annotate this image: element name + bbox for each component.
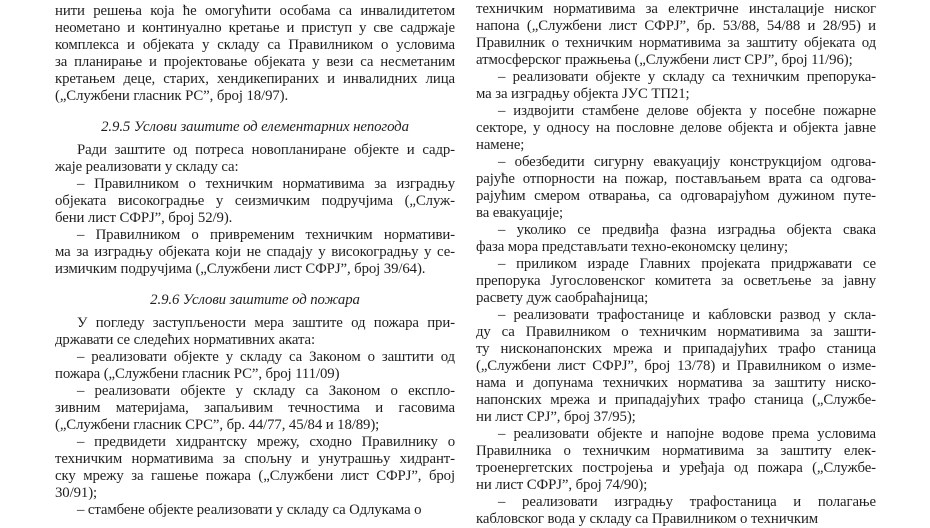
text-line: измичким подручјима („Службени лист СФРЈ”, број 39/64). [55,261,426,277]
text-line: ма за изградњу објеката који не спадају у високоградњу у се- [55,244,455,260]
text-line: за планирање и пројектовање објеката у вези са несметаним [55,54,455,70]
text-line: објеката високоградње у сеизмичким подручјима („Служ- [55,193,455,209]
text-line: рајућим смером отварања, са одговарајућом дужином путе- [476,188,876,204]
text-line: – реализовати објекте и напојне водове према условима [498,426,876,442]
text-line: рајуће отпорности на пожар, постављањем врата са одгова- [476,171,876,187]
right-text-column [476,1,876,528]
text-line: („Службени гласник РС”, број 18/97). [55,88,289,104]
text-line: намене; [476,137,525,153]
text-line: комплекса и објеката у складу са Правилником о условима [55,37,455,53]
text-line: зивним материјама, запаљивим течностима и гасовима [55,400,455,416]
text-line: техничким нормативима за спољну и унутрашњу хидрант- [55,451,455,467]
text-line: – реализовати објекте у складу са Законом о експло- [77,383,455,399]
text-line: – Правилником о привременим техничким нормативи- [77,227,455,243]
text-line: кретањем деце, старих, хендикепираних и инвалидних лица [55,71,455,87]
text-line: жаје реализовати у складу са: [55,159,239,175]
left-text-column [55,3,455,519]
section-heading: 2.9.6 Услови заштите од пожара [150,292,360,308]
text-line: кабловског вода у складу са Правилником о техничким [476,511,819,527]
text-line: – реализовати изградњу трафостаница и полагање [498,494,876,510]
text-line: („Службени лист СФРЈ”, број 13/78) и Правилником о изме- [476,358,876,374]
text-line: – обезбедити сигурну евакуацију конструкцијом одгова- [498,154,876,170]
text-line: ску мрежу за гашење пожара („Службени лист СФРЈ”, број [55,468,455,484]
text-line: – реализовати објекте у складу са техничким препорука- [498,69,876,85]
text-line: 30/91); [55,485,98,501]
section-heading: 2.9.5 Услови заштите од елементарних непогода [101,119,409,135]
text-line: ма за изградњу објекта ЈУС ТП21; [476,86,690,102]
text-line: Правилника о техничким нормативима за заштиту елек- [476,443,876,459]
text-line: – стамбене објекте реализовати у складу са Одлукама о [77,502,422,518]
text-line: („Службени гласник СРС”, бр. 44/77, 45/84 и 18/89); [55,417,380,433]
text-line: – предвидети хидрантску мрежу, сходно Правилнику о [77,434,455,450]
text-line: неометано и континуално кретање и приступ у све садржаје [55,20,455,36]
text-line: – приликом израде Главних пројеката придржавати се [498,256,876,272]
text-line: троенергетских постројења и уређаја од пожара („Службе- [476,460,876,476]
text-line: државати се следећих нормативних аката: [55,332,316,348]
text-line: напонских мрежа и припадајућих трафо станица („Службе- [476,392,876,408]
text-line: ни лист СФРЈ”, број 74/90); [476,477,648,493]
text-line: пожара („Службени гласник РС”, број 111/09) [55,366,340,382]
text-line: напона („Службени лист СФРЈ”, бр. 53/88, 54/88 и 28/95) и [476,18,876,34]
text-line: бени лист СФРЈ”, број 52/9). [55,210,233,226]
text-line: ва евакуације; [476,205,563,221]
text-line: фаза мора представљати техно-економску целину; [476,239,789,255]
text-line: Правилник о техничким нормативима за заштиту објеката од [476,35,876,51]
text-line: – издвојити стамбене делове објекта у посебне пожарне [498,103,876,119]
text-line: – Правилником о техничким нормативима за изградњу [77,176,455,192]
text-line: ту нисконапонских мрежа и припадајућих трафо станица [476,341,876,357]
text-line: техничким нормативима за електричне инсталације ниског [476,1,876,17]
text-line: секторе, у односу на пословне делове објекта и објекта јавне [476,120,876,136]
text-line: – уколико се предвиђа фазна изградња објекта свака [498,222,876,238]
text-line: ду са Правилником о техничким нормативима за зашти- [476,324,876,340]
text-line: У погледу заступљености мера заштите од пожара при- [77,315,455,331]
text-line: – реализовати објекте у складу са Законом о заштити од [77,349,455,365]
text-line: атмосферског пражњења („Службени лист СРЈ”, број 11/96); [476,52,853,68]
text-line: препорука Југословенског комитета за осветљење за јавну [476,273,876,289]
text-line: Ради заштите од потреса новопланиране објекте и садр- [77,142,455,158]
text-line: нити решења која ће омогућити особама са инвалидитетом [55,3,455,19]
text-line: ни лист СРЈ”, број 37/95); [476,409,636,425]
text-line: – реализовати трафостанице и кабловски развод у скла- [498,307,876,323]
text-line: нама и допунама техничких норматива за заштиту ниско- [476,375,876,391]
text-line: расвету дуж саобраћајница; [476,290,649,306]
